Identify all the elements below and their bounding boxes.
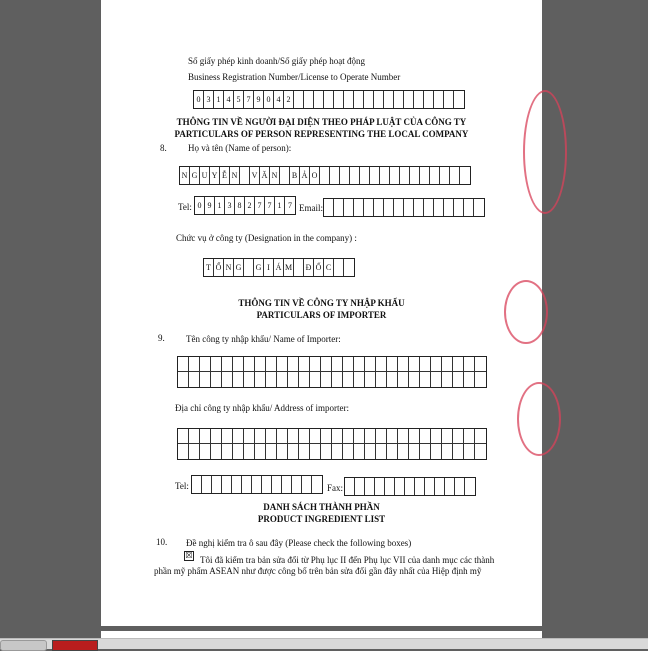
char-box[interactable] (294, 91, 304, 108)
char-box[interactable]: 4 (224, 91, 234, 108)
char-box[interactable] (384, 199, 394, 216)
char-box[interactable] (299, 357, 310, 371)
char-box[interactable]: 3 (204, 91, 214, 108)
char-box[interactable] (410, 167, 420, 184)
char-box[interactable] (390, 167, 400, 184)
item10-check-text-line1: Tôi đã kiểm tra bản sửa đổi từ Phụ lục II đến Phụ lục VII của danh mục các thành (200, 555, 495, 565)
char-box[interactable] (332, 372, 343, 387)
char-box[interactable] (400, 167, 410, 184)
item10-label: Đề nghị kiểm tra ô sau đây (Please check the following boxes) (186, 538, 412, 548)
char-box[interactable] (398, 444, 409, 459)
char-box[interactable] (343, 444, 354, 459)
business-reg-label-en: Business Registration Number/License to Operate Number (188, 72, 401, 82)
importer-name-label: Tên công ty nhập khẩu/ Name of Importer: (186, 334, 341, 344)
char-box[interactable] (453, 357, 464, 371)
char-box[interactable] (304, 91, 314, 108)
char-box[interactable] (442, 372, 453, 387)
char-box[interactable] (376, 372, 387, 387)
char-box[interactable] (431, 429, 442, 443)
char-box[interactable] (465, 478, 475, 495)
char-box[interactable] (475, 372, 486, 387)
char-box[interactable] (211, 372, 222, 387)
char-box[interactable] (380, 167, 390, 184)
char-box[interactable]: O (310, 167, 320, 184)
char-box[interactable] (420, 372, 431, 387)
item8-label: Họ và tên (Name of person): (188, 143, 292, 153)
char-box[interactable]: 5 (234, 91, 244, 108)
char-box[interactable] (233, 357, 244, 371)
char-box[interactable] (178, 429, 189, 443)
document-page (101, 0, 542, 626)
char-box[interactable] (189, 429, 200, 443)
char-box[interactable] (222, 372, 233, 387)
char-box[interactable]: Ả (300, 167, 310, 184)
char-box[interactable] (178, 372, 189, 387)
char-box[interactable] (277, 372, 288, 387)
section-importer-title-en: PARTICULARS OF IMPORTER (256, 310, 387, 320)
char-box[interactable] (277, 444, 288, 459)
char-box[interactable] (310, 429, 321, 443)
section-ingredients-title-vi: DANH SÁCH THÀNH PHẦN (263, 502, 380, 512)
char-box[interactable] (364, 91, 374, 108)
char-box[interactable]: 7 (288, 201, 292, 210)
section-rep-title-en: PARTICULARS OF PERSON REPRESENTING THE LOCAL COMPANY (174, 129, 469, 139)
char-box[interactable]: Ổ (214, 259, 224, 276)
char-box[interactable] (460, 167, 470, 184)
char-box[interactable] (272, 476, 282, 493)
char-box[interactable] (233, 372, 244, 387)
char-box[interactable] (450, 167, 460, 184)
char-box[interactable] (394, 199, 404, 216)
char-box[interactable] (354, 372, 365, 387)
char-box[interactable] (211, 429, 222, 443)
char-box[interactable] (365, 478, 375, 495)
char-box[interactable] (321, 357, 332, 371)
char-box[interactable] (280, 167, 290, 184)
char-box[interactable] (409, 357, 420, 371)
char-box[interactable] (375, 478, 385, 495)
char-box[interactable]: Y (210, 167, 220, 184)
char-box[interactable] (343, 372, 354, 387)
char-box[interactable] (255, 357, 266, 371)
designation-boxes[interactable] (203, 258, 355, 277)
char-box[interactable] (262, 476, 272, 493)
char-box[interactable] (292, 476, 302, 493)
char-box[interactable] (435, 478, 445, 495)
char-box[interactable] (475, 429, 486, 443)
char-box[interactable] (343, 357, 354, 371)
item10-number: 10. (156, 537, 168, 547)
char-box[interactable] (387, 357, 398, 371)
char-box[interactable] (365, 372, 376, 387)
char-box[interactable] (310, 357, 321, 371)
char-box[interactable] (232, 476, 242, 493)
item9-number: 9. (158, 333, 165, 343)
char-box[interactable] (266, 444, 277, 459)
char-box[interactable] (474, 199, 484, 216)
char-box[interactable] (464, 357, 475, 371)
email-label: Email: (299, 203, 323, 213)
char-box[interactable] (434, 199, 444, 216)
char-box[interactable] (294, 259, 304, 276)
char-box[interactable] (202, 476, 212, 493)
char-box[interactable] (404, 199, 414, 216)
char-box[interactable] (354, 444, 365, 459)
red-stamp-seal (504, 280, 548, 344)
char-box[interactable] (360, 167, 370, 184)
char-box[interactable] (395, 478, 405, 495)
char-box[interactable] (431, 357, 442, 371)
char-box[interactable] (222, 357, 233, 371)
char-box[interactable] (332, 429, 343, 443)
char-box[interactable] (200, 357, 211, 371)
char-box[interactable] (344, 199, 354, 216)
char-box[interactable] (244, 357, 255, 371)
char-box[interactable]: G (190, 167, 200, 184)
char-box[interactable]: Ễ (220, 167, 230, 184)
char-box[interactable] (431, 372, 442, 387)
char-box[interactable] (189, 444, 200, 459)
char-box[interactable] (404, 91, 414, 108)
char-box[interactable] (394, 91, 404, 108)
char-box[interactable] (475, 444, 486, 459)
char-box[interactable] (398, 429, 409, 443)
char-box[interactable] (314, 91, 324, 108)
importer-address-label: Địa chỉ công ty nhập khẩu/ Address of importer: (175, 403, 349, 413)
char-box[interactable] (288, 444, 299, 459)
char-box[interactable] (321, 372, 332, 387)
char-box[interactable]: 8 (235, 197, 245, 214)
importer-address-grid[interactable] (177, 428, 487, 460)
char-box[interactable] (244, 444, 255, 459)
char-box[interactable] (415, 478, 425, 495)
importer-fax-boxes[interactable] (344, 477, 476, 496)
grid-row (178, 429, 486, 444)
char-box[interactable]: U (200, 167, 210, 184)
red-stamp-seal (523, 90, 567, 214)
char-box[interactable] (288, 372, 299, 387)
char-box[interactable]: 1 (275, 197, 285, 214)
char-box[interactable] (178, 357, 189, 371)
char-box[interactable]: 1 (215, 197, 225, 214)
representative-tel-boxes[interactable] (194, 196, 296, 215)
char-box[interactable] (424, 91, 434, 108)
char-box[interactable] (355, 478, 365, 495)
business-reg-number-boxes[interactable] (193, 90, 465, 109)
char-box[interactable] (409, 429, 420, 443)
char-box[interactable] (222, 476, 232, 493)
importer-fax-label: Fax: (327, 483, 344, 493)
char-box[interactable] (334, 199, 344, 216)
char-box[interactable] (425, 478, 435, 495)
char-box[interactable] (302, 476, 312, 493)
char-box[interactable] (244, 429, 255, 443)
business-reg-label-vi: Số giấy phép kinh doanh/Số giấy phép hoạt động (188, 56, 365, 66)
char-box[interactable]: 3 (225, 197, 235, 214)
char-box[interactable]: B (290, 167, 300, 184)
char-box[interactable]: 7 (255, 197, 265, 214)
section-importer-title-vi: THÔNG TIN VỀ CÔNG TY NHẬP KHẨU (238, 298, 405, 308)
char-box[interactable] (445, 478, 455, 495)
char-box[interactable] (405, 478, 415, 495)
tel-label: Tel: (178, 202, 192, 212)
char-box[interactable] (266, 372, 277, 387)
char-box[interactable] (420, 167, 430, 184)
char-box[interactable] (266, 357, 277, 371)
char-box[interactable] (420, 429, 431, 443)
char-box[interactable] (299, 429, 310, 443)
char-box[interactable]: 7 (244, 91, 254, 108)
char-box[interactable] (343, 429, 354, 443)
char-box[interactable] (453, 444, 464, 459)
char-box[interactable] (414, 91, 424, 108)
representative-email-boxes[interactable] (323, 198, 485, 217)
char-box[interactable] (277, 357, 288, 371)
char-box[interactable] (211, 444, 222, 459)
char-box[interactable]: N (180, 167, 190, 184)
char-box[interactable] (365, 444, 376, 459)
char-box[interactable] (252, 476, 262, 493)
char-box[interactable]: 0 (264, 91, 274, 108)
char-box[interactable] (332, 357, 343, 371)
char-box[interactable] (442, 429, 453, 443)
char-box[interactable] (376, 429, 387, 443)
char-box[interactable] (240, 167, 250, 184)
char-box[interactable] (222, 429, 233, 443)
char-box[interactable] (475, 357, 486, 371)
char-box[interactable] (266, 429, 277, 443)
char-box[interactable]: I (264, 259, 274, 276)
char-box[interactable]: Đ (304, 259, 314, 276)
char-box[interactable] (365, 357, 376, 371)
char-box[interactable]: 2 (284, 91, 294, 108)
taskbar (0, 638, 648, 649)
ingredient-check-checkbox[interactable]: ☒ (185, 551, 193, 560)
char-box[interactable] (345, 478, 355, 495)
char-box[interactable] (354, 429, 365, 443)
char-box[interactable] (431, 444, 442, 459)
char-box[interactable] (299, 444, 310, 459)
char-box[interactable] (409, 372, 420, 387)
char-box[interactable] (344, 91, 354, 108)
char-box[interactable] (365, 429, 376, 443)
char-box[interactable] (384, 91, 394, 108)
char-box[interactable] (233, 444, 244, 459)
char-box[interactable] (324, 91, 334, 108)
char-box[interactable] (334, 91, 344, 108)
char-box[interactable]: G (234, 259, 244, 276)
char-box[interactable] (212, 476, 222, 493)
char-box[interactable] (387, 429, 398, 443)
char-box[interactable]: M (284, 259, 294, 276)
char-box[interactable] (414, 199, 424, 216)
char-box[interactable] (387, 444, 398, 459)
char-box[interactable] (453, 372, 464, 387)
char-box[interactable] (453, 429, 464, 443)
char-box[interactable]: 2 (245, 197, 255, 214)
char-box[interactable]: 4 (274, 91, 284, 108)
char-box[interactable] (364, 199, 374, 216)
char-box[interactable] (430, 167, 440, 184)
char-box[interactable]: G (254, 259, 264, 276)
char-box[interactable] (277, 429, 288, 443)
representative-name-boxes[interactable] (179, 166, 471, 185)
char-box[interactable] (398, 357, 409, 371)
char-box[interactable] (398, 372, 409, 387)
char-box[interactable] (409, 444, 420, 459)
char-box[interactable] (444, 199, 454, 216)
char-box[interactable] (321, 429, 332, 443)
char-box[interactable] (242, 476, 252, 493)
char-box[interactable] (454, 91, 464, 108)
grid-row (178, 357, 486, 372)
importer-tel-label: Tel: (175, 481, 189, 491)
char-box[interactable] (464, 429, 475, 443)
char-box[interactable] (444, 91, 454, 108)
char-box[interactable] (442, 357, 453, 371)
taskbar-pdf-button[interactable] (52, 640, 98, 651)
red-stamp-seal (517, 382, 561, 456)
char-box[interactable] (434, 91, 444, 108)
char-box[interactable] (374, 199, 384, 216)
designation-label: Chức vụ ở công ty (Designation in the company) : (176, 233, 357, 243)
char-box[interactable] (178, 444, 189, 459)
char-box[interactable] (350, 167, 360, 184)
taskbar-button[interactable] (0, 640, 47, 651)
char-box[interactable] (385, 478, 395, 495)
char-box[interactable]: Ố (314, 259, 324, 276)
char-box[interactable]: 9 (205, 197, 215, 214)
grid-row (178, 372, 486, 387)
char-box[interactable] (222, 444, 233, 459)
char-box[interactable] (200, 372, 211, 387)
char-box[interactable] (454, 199, 464, 216)
char-box[interactable] (312, 476, 322, 493)
char-box[interactable] (189, 357, 200, 371)
char-box[interactable] (344, 259, 354, 276)
item8-number: 8. (160, 143, 167, 153)
char-box[interactable] (321, 444, 332, 459)
char-box[interactable] (255, 444, 266, 459)
char-box[interactable] (455, 478, 465, 495)
char-box[interactable] (440, 167, 450, 184)
importer-tel-boxes[interactable] (191, 475, 323, 494)
char-box[interactable] (420, 444, 431, 459)
char-box[interactable]: 0 (195, 197, 205, 214)
char-box[interactable] (387, 372, 398, 387)
char-box[interactable] (288, 357, 299, 371)
char-box[interactable] (340, 167, 350, 184)
char-box[interactable] (354, 357, 365, 371)
char-box[interactable] (334, 259, 344, 276)
char-box[interactable] (233, 429, 244, 443)
char-box[interactable] (370, 167, 380, 184)
char-box[interactable] (464, 444, 475, 459)
char-box[interactable]: 9 (254, 91, 264, 108)
char-box[interactable] (282, 476, 292, 493)
char-box[interactable]: T (204, 259, 214, 276)
section-rep-title-vi: THÔNG TIN VỀ NGƯỜI ĐẠI DIỆN THEO PHÁP LUẬT CỦA CÔNG TY (176, 117, 467, 127)
char-box[interactable] (376, 357, 387, 371)
char-box[interactable] (464, 199, 474, 216)
char-box[interactable] (310, 444, 321, 459)
char-box[interactable] (332, 444, 343, 459)
char-box[interactable] (200, 429, 211, 443)
char-box[interactable] (255, 372, 266, 387)
importer-name-grid[interactable] (177, 356, 487, 388)
char-box[interactable]: Á (274, 259, 284, 276)
char-box[interactable] (200, 444, 211, 459)
char-box[interactable] (354, 91, 364, 108)
char-box[interactable] (442, 444, 453, 459)
char-box[interactable] (299, 372, 310, 387)
section-ingredients-title-en: PRODUCT INGREDIENT LIST (257, 514, 386, 524)
char-box[interactable]: N (270, 167, 280, 184)
char-box[interactable] (330, 167, 340, 184)
char-box[interactable]: 1 (214, 91, 224, 108)
char-box[interactable]: C (324, 259, 334, 276)
char-box[interactable] (244, 259, 254, 276)
char-box[interactable] (189, 372, 200, 387)
char-box[interactable]: N (230, 167, 240, 184)
char-box[interactable]: Ă (260, 167, 270, 184)
char-box[interactable] (255, 429, 266, 443)
item10-check-text-line2: phần mỹ phẩm ASEAN như được công bố trên bản sửa đổi gần đây nhất của Hiệp định mỹ (154, 566, 482, 576)
char-box[interactable] (288, 429, 299, 443)
char-box[interactable] (424, 199, 434, 216)
char-box[interactable] (310, 372, 321, 387)
char-box[interactable] (376, 444, 387, 459)
char-box[interactable] (374, 91, 384, 108)
char-box[interactable] (420, 357, 431, 371)
char-box[interactable] (354, 199, 364, 216)
char-box[interactable] (464, 372, 475, 387)
char-box[interactable]: 7 (265, 197, 275, 214)
char-box[interactable] (192, 476, 202, 493)
char-box[interactable] (320, 167, 330, 184)
char-box[interactable]: N (224, 259, 234, 276)
char-box[interactable]: 0 (194, 91, 204, 108)
char-box[interactable]: V (250, 167, 260, 184)
char-box[interactable] (211, 357, 222, 371)
char-box[interactable] (244, 372, 255, 387)
grid-row (178, 444, 486, 459)
char-box[interactable] (324, 199, 334, 216)
